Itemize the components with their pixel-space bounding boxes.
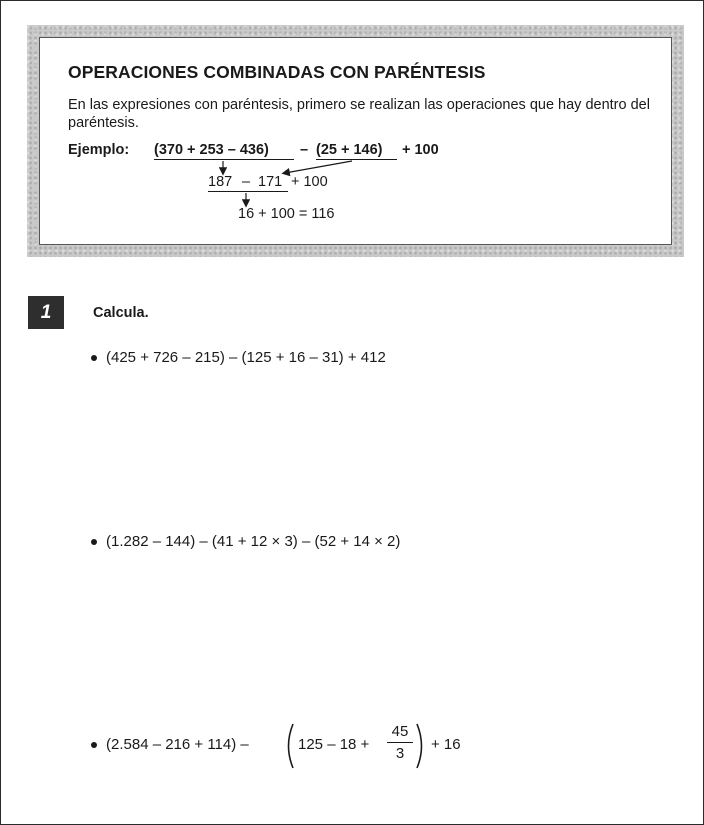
fraction-denominator: 3 [395,745,405,762]
exercise-item-3-inner: 125 – 18 + [298,736,370,753]
step2-left: 187 [208,174,233,190]
underline-step2 [208,191,288,192]
bullet-icon [91,539,97,545]
example-label: Ejemplo: [68,142,130,158]
bullet-icon [91,742,97,748]
step2-right: 171 [258,174,283,190]
exercise-item-3-prefix: (2.584 – 216 + 114) – [106,736,249,753]
example-group-1: (370 + 253 – 436) [154,142,269,158]
exercise-item-3-suffix: + 16 [431,736,461,753]
exercise-item-1-text: (425 + 726 – 215) – (125 + 16 – 31) + 412 [106,349,386,366]
example-group-2: (25 + 146) [316,142,383,158]
exercise-item-2-text: (1.282 – 144) – (41 + 12 × 3) – (52 + 14 × 2) [106,533,401,550]
right-big-paren [414,722,428,770]
exercise-number-badge: 1 [28,296,64,329]
underline-group-1 [154,159,294,160]
fraction [387,723,413,762]
underline-group-2 [316,159,397,160]
exercise-item-3 [91,736,249,753]
bullet-icon [91,355,97,361]
fraction-numerator: 45 [387,723,413,743]
exercise-item-2 [91,533,400,550]
step2-minus: – [242,174,251,190]
left-big-paren [282,722,296,770]
exercise-item-1 [91,349,386,366]
step3-result: 16 + 100 = 116 [238,206,335,222]
box-description: En las expresiones con paréntesis, primero se realizan las operaciones que hay dentro del paréntesis. [68,97,650,131]
step2-tail: + 100 [291,174,328,190]
box-title: OPERACIONES COMBINADAS CON PARÉNTESIS [68,62,486,82]
example-minus: – [300,142,309,158]
example-tail: + 100 [402,142,439,158]
exercise-instruction: Calcula. [93,305,149,321]
